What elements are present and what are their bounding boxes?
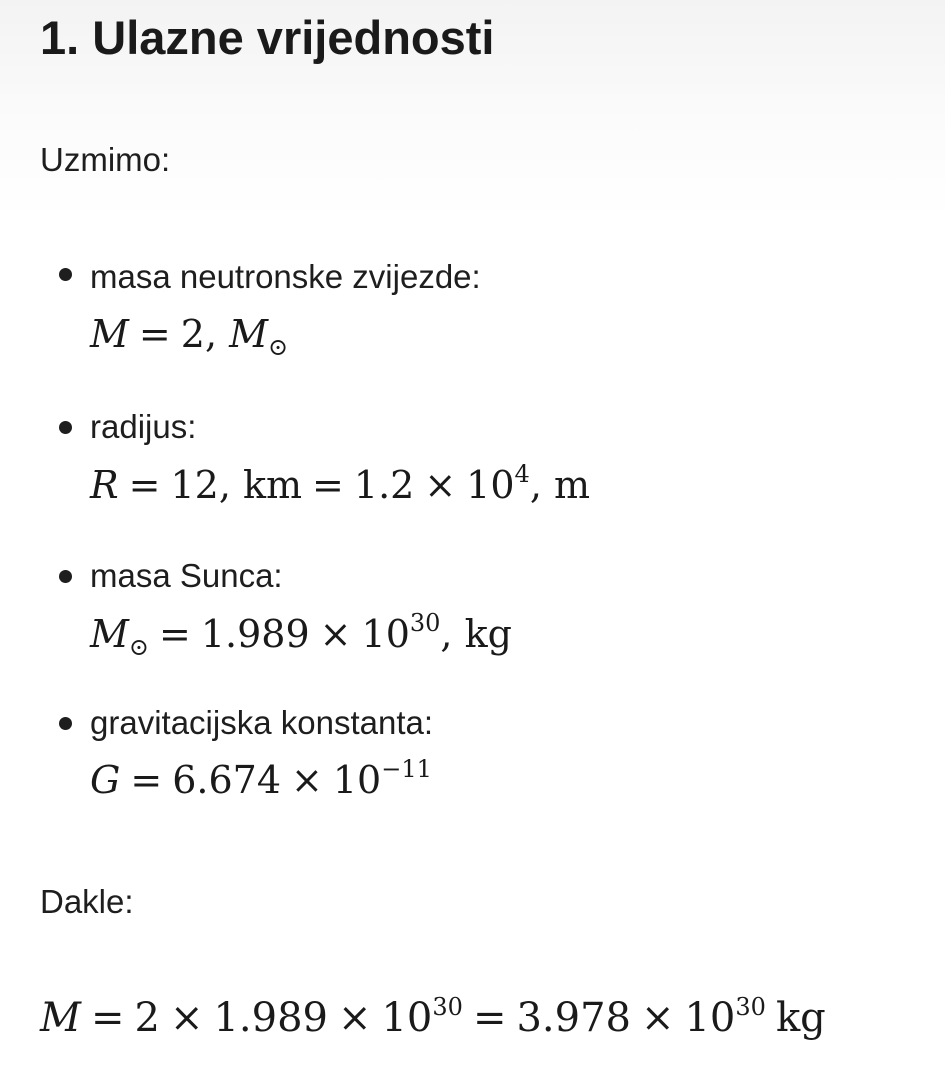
formula-operator: × <box>337 995 372 1041</box>
formula-mantissa: 1.989 <box>200 612 310 656</box>
formula-radius <box>90 461 590 509</box>
formula-sun-mass <box>90 609 512 661</box>
formula-exponent: 30 <box>735 993 766 1021</box>
sun-symbol: ⊙ <box>268 333 289 361</box>
bullet-icon <box>59 268 72 281</box>
formula-operator: × <box>169 995 204 1041</box>
formula-exponent: −11 <box>381 755 432 783</box>
formula-operator: = <box>130 758 163 802</box>
formula-unit: , kg <box>440 612 512 656</box>
section-heading: 1. Ulazne vrijednosti <box>40 11 495 64</box>
formula-symbol: M <box>90 612 129 656</box>
formula-mantissa: 1.2 <box>353 463 415 507</box>
formula-neutron-star-mass <box>90 310 289 361</box>
bullet-icon <box>59 570 72 583</box>
formula-symbol: G <box>90 758 121 802</box>
formula-symbol: M <box>90 312 129 356</box>
formula-symbol: M <box>229 312 269 356</box>
bullet-icon <box>59 717 72 730</box>
formula-exponent: 4 <box>514 460 530 488</box>
formula-operator: = <box>138 312 171 356</box>
formula-symbol: R <box>90 463 119 507</box>
conclusion-text: Dakle: <box>40 883 134 920</box>
formula-operator: × <box>640 995 675 1041</box>
formula-base: 10 <box>466 463 515 507</box>
formula-mantissa: 6.674 <box>172 758 281 802</box>
formula-operator: × <box>319 612 352 656</box>
formula-operator: × <box>424 463 457 507</box>
formula-value: 1.989 <box>213 995 328 1041</box>
formula-symbol: M <box>40 995 81 1041</box>
formula-base: 10 <box>684 995 736 1041</box>
formula-operator: × <box>291 758 323 802</box>
bullet-icon <box>59 421 72 434</box>
formula-gravitational-constant <box>90 756 432 804</box>
formula-base: 10 <box>361 612 410 656</box>
intro-text: Uzmimo: <box>40 141 171 178</box>
formula-base: 10 <box>381 995 433 1041</box>
formula-operator: = <box>159 612 191 656</box>
item-label: gravitacijska konstanta: <box>90 704 434 741</box>
formula-exponent: 30 <box>409 609 441 637</box>
formula-value: 2 <box>134 995 160 1041</box>
formula-operator: = <box>312 463 344 507</box>
final-formula <box>40 994 826 1042</box>
item-label: masa neutronske zvijezde: <box>90 258 481 295</box>
formula-value: 3.978 <box>516 995 631 1041</box>
formula-unit: kg <box>775 995 826 1041</box>
item-label: radijus: <box>90 408 197 445</box>
sun-symbol: ⊙ <box>128 633 150 661</box>
formula-exponent: 30 <box>432 993 463 1021</box>
formula-base: 10 <box>332 758 382 802</box>
formula-operator: = <box>128 463 161 507</box>
formula-operator: = <box>472 995 507 1041</box>
formula-unit: , m <box>529 463 591 507</box>
formula-value: 12, km <box>170 463 303 507</box>
formula-value: 2, <box>180 312 230 356</box>
formula-operator: = <box>90 995 125 1041</box>
item-label: masa Sunca: <box>90 557 283 594</box>
